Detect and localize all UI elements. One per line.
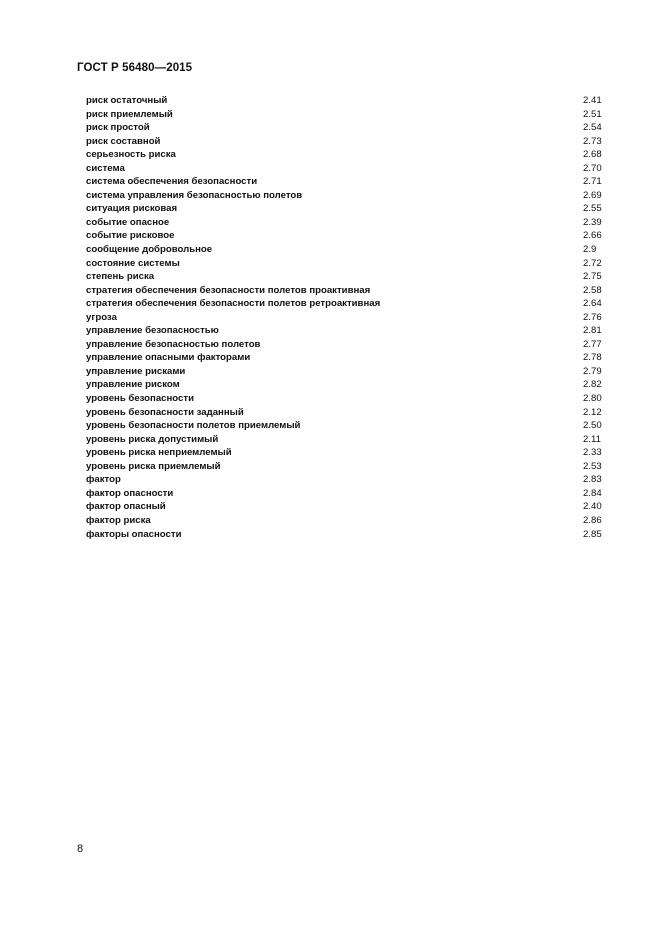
index-reference-number: 2.12 [583,406,602,418]
index-reference-number: 2.72 [583,257,602,269]
index-term: сообщение добровольное [86,244,213,256]
index-term: событие рисковое [86,230,175,242]
index-reference-number: 2.39 [583,216,602,228]
index-term: управление рисками [86,365,186,377]
index-term: риск приемлемый [86,108,173,120]
index-reference-number: 2.75 [583,271,602,283]
index-reference-number: 2.85 [583,528,602,540]
index-reference-number: 2.81 [583,325,602,337]
index-term: событие опасное [86,216,170,228]
index-term: фактор риска [86,514,151,526]
index-reference-number: 2.58 [583,284,602,296]
index-term: фактор опасный [86,501,166,513]
index-entry [86,392,606,406]
index-reference-number: 2.82 [583,379,602,391]
index-entry [86,487,606,501]
index-reference-number: 2.50 [583,420,602,432]
index-reference-number: 2.70 [583,162,602,174]
index-entry [86,419,606,433]
index-term: уровень безопасности [86,393,194,405]
index-entry [86,257,606,271]
index-entry [86,433,606,447]
index-term: факторы опасности [86,528,182,540]
index-reference-number: 2.69 [583,189,602,201]
index-entry [86,175,606,189]
index-reference-number: 2.41 [583,95,602,106]
index-term: угроза [86,311,117,323]
index-reference-number: 2.83 [583,474,602,486]
index-reference-number: 2.64 [583,298,602,310]
index-term: серьезность риска [86,149,176,161]
index-reference-number: 2.68 [583,149,602,161]
index-term: уровень безопасности полетов приемлемый [86,420,301,432]
index-term: уровень риска приемлемый [86,460,221,472]
index-entry [86,94,606,108]
index-term: состояние системы [86,257,180,269]
index-entry [86,108,606,122]
index-term: риск простой [86,122,150,134]
index-reference-number: 2.9 [583,244,597,256]
index-reference-number: 2.53 [583,460,602,472]
index-term: уровень безопасности заданный [86,406,244,418]
index-term: стратегия обеспечения безопасности полетов проактивная [86,284,371,296]
index-entry [86,189,606,203]
index-term: риск составной [86,135,161,147]
alphabetical-index [86,94,606,541]
index-reference-number: 2.66 [583,230,602,242]
index-term: фактор [86,474,121,486]
index-reference-number: 2.55 [583,203,602,215]
index-reference-number: 2.76 [583,311,602,323]
index-term: стратегия обеспечения безопасности полетов ретроактивная [86,298,381,310]
index-entry [86,378,606,392]
index-entry [86,202,606,216]
document-header: ГОСТ Р 56480—2015 [77,62,193,74]
index-reference-number: 2.33 [583,447,602,459]
index-reference-number: 2.77 [583,338,602,350]
index-reference-number: 2.51 [583,108,602,120]
index-entry [86,528,606,542]
index-entry [86,460,606,474]
page-number: 8 [77,843,84,855]
index-term: уровень риска допустимый [86,433,219,445]
index-reference-number: 2.84 [583,487,602,499]
index-reference-number: 2.73 [583,135,602,147]
index-reference-number: 2.78 [583,352,602,364]
index-term: управление риском [86,379,180,391]
index-entry [86,500,606,514]
index-term: степень риска [86,271,155,283]
index-entry [86,216,606,230]
index-entry [86,311,606,325]
index-reference-number: 2.40 [583,501,602,513]
index-term: система [86,162,125,174]
index-term: ситуация рисковая [86,203,178,215]
index-reference-number: 2.71 [583,176,602,188]
index-entry [86,446,606,460]
index-entry [86,121,606,135]
index-reference-number: 2.54 [583,122,602,134]
index-entry [86,365,606,379]
index-reference-number: 2.11 [583,433,601,445]
index-entry [86,473,606,487]
index-entry [86,229,606,243]
index-entry [86,297,606,311]
index-entry [86,243,606,257]
index-entry [86,284,606,298]
index-entry [86,338,606,352]
index-entry [86,351,606,365]
index-term: управление опасными факторами [86,352,251,364]
index-entry [86,514,606,528]
index-reference-number: 2.79 [583,365,602,377]
index-entry [86,406,606,420]
index-entry [86,270,606,284]
index-term: управление безопасностью [86,325,219,337]
index-term: система управления безопасностью полетов [86,189,303,201]
index-term: система обеспечения безопасности [86,176,258,188]
index-reference-number: 2.86 [583,514,602,526]
index-term: риск остаточный [86,95,168,106]
index-entry [86,162,606,176]
index-entry [86,135,606,149]
index-term: управление безопасностью полетов [86,338,261,350]
index-term: фактор опасности [86,487,174,499]
index-reference-number: 2.80 [583,393,602,405]
index-term: уровень риска неприемлемый [86,447,232,459]
index-entry [86,148,606,162]
index-entry [86,324,606,338]
